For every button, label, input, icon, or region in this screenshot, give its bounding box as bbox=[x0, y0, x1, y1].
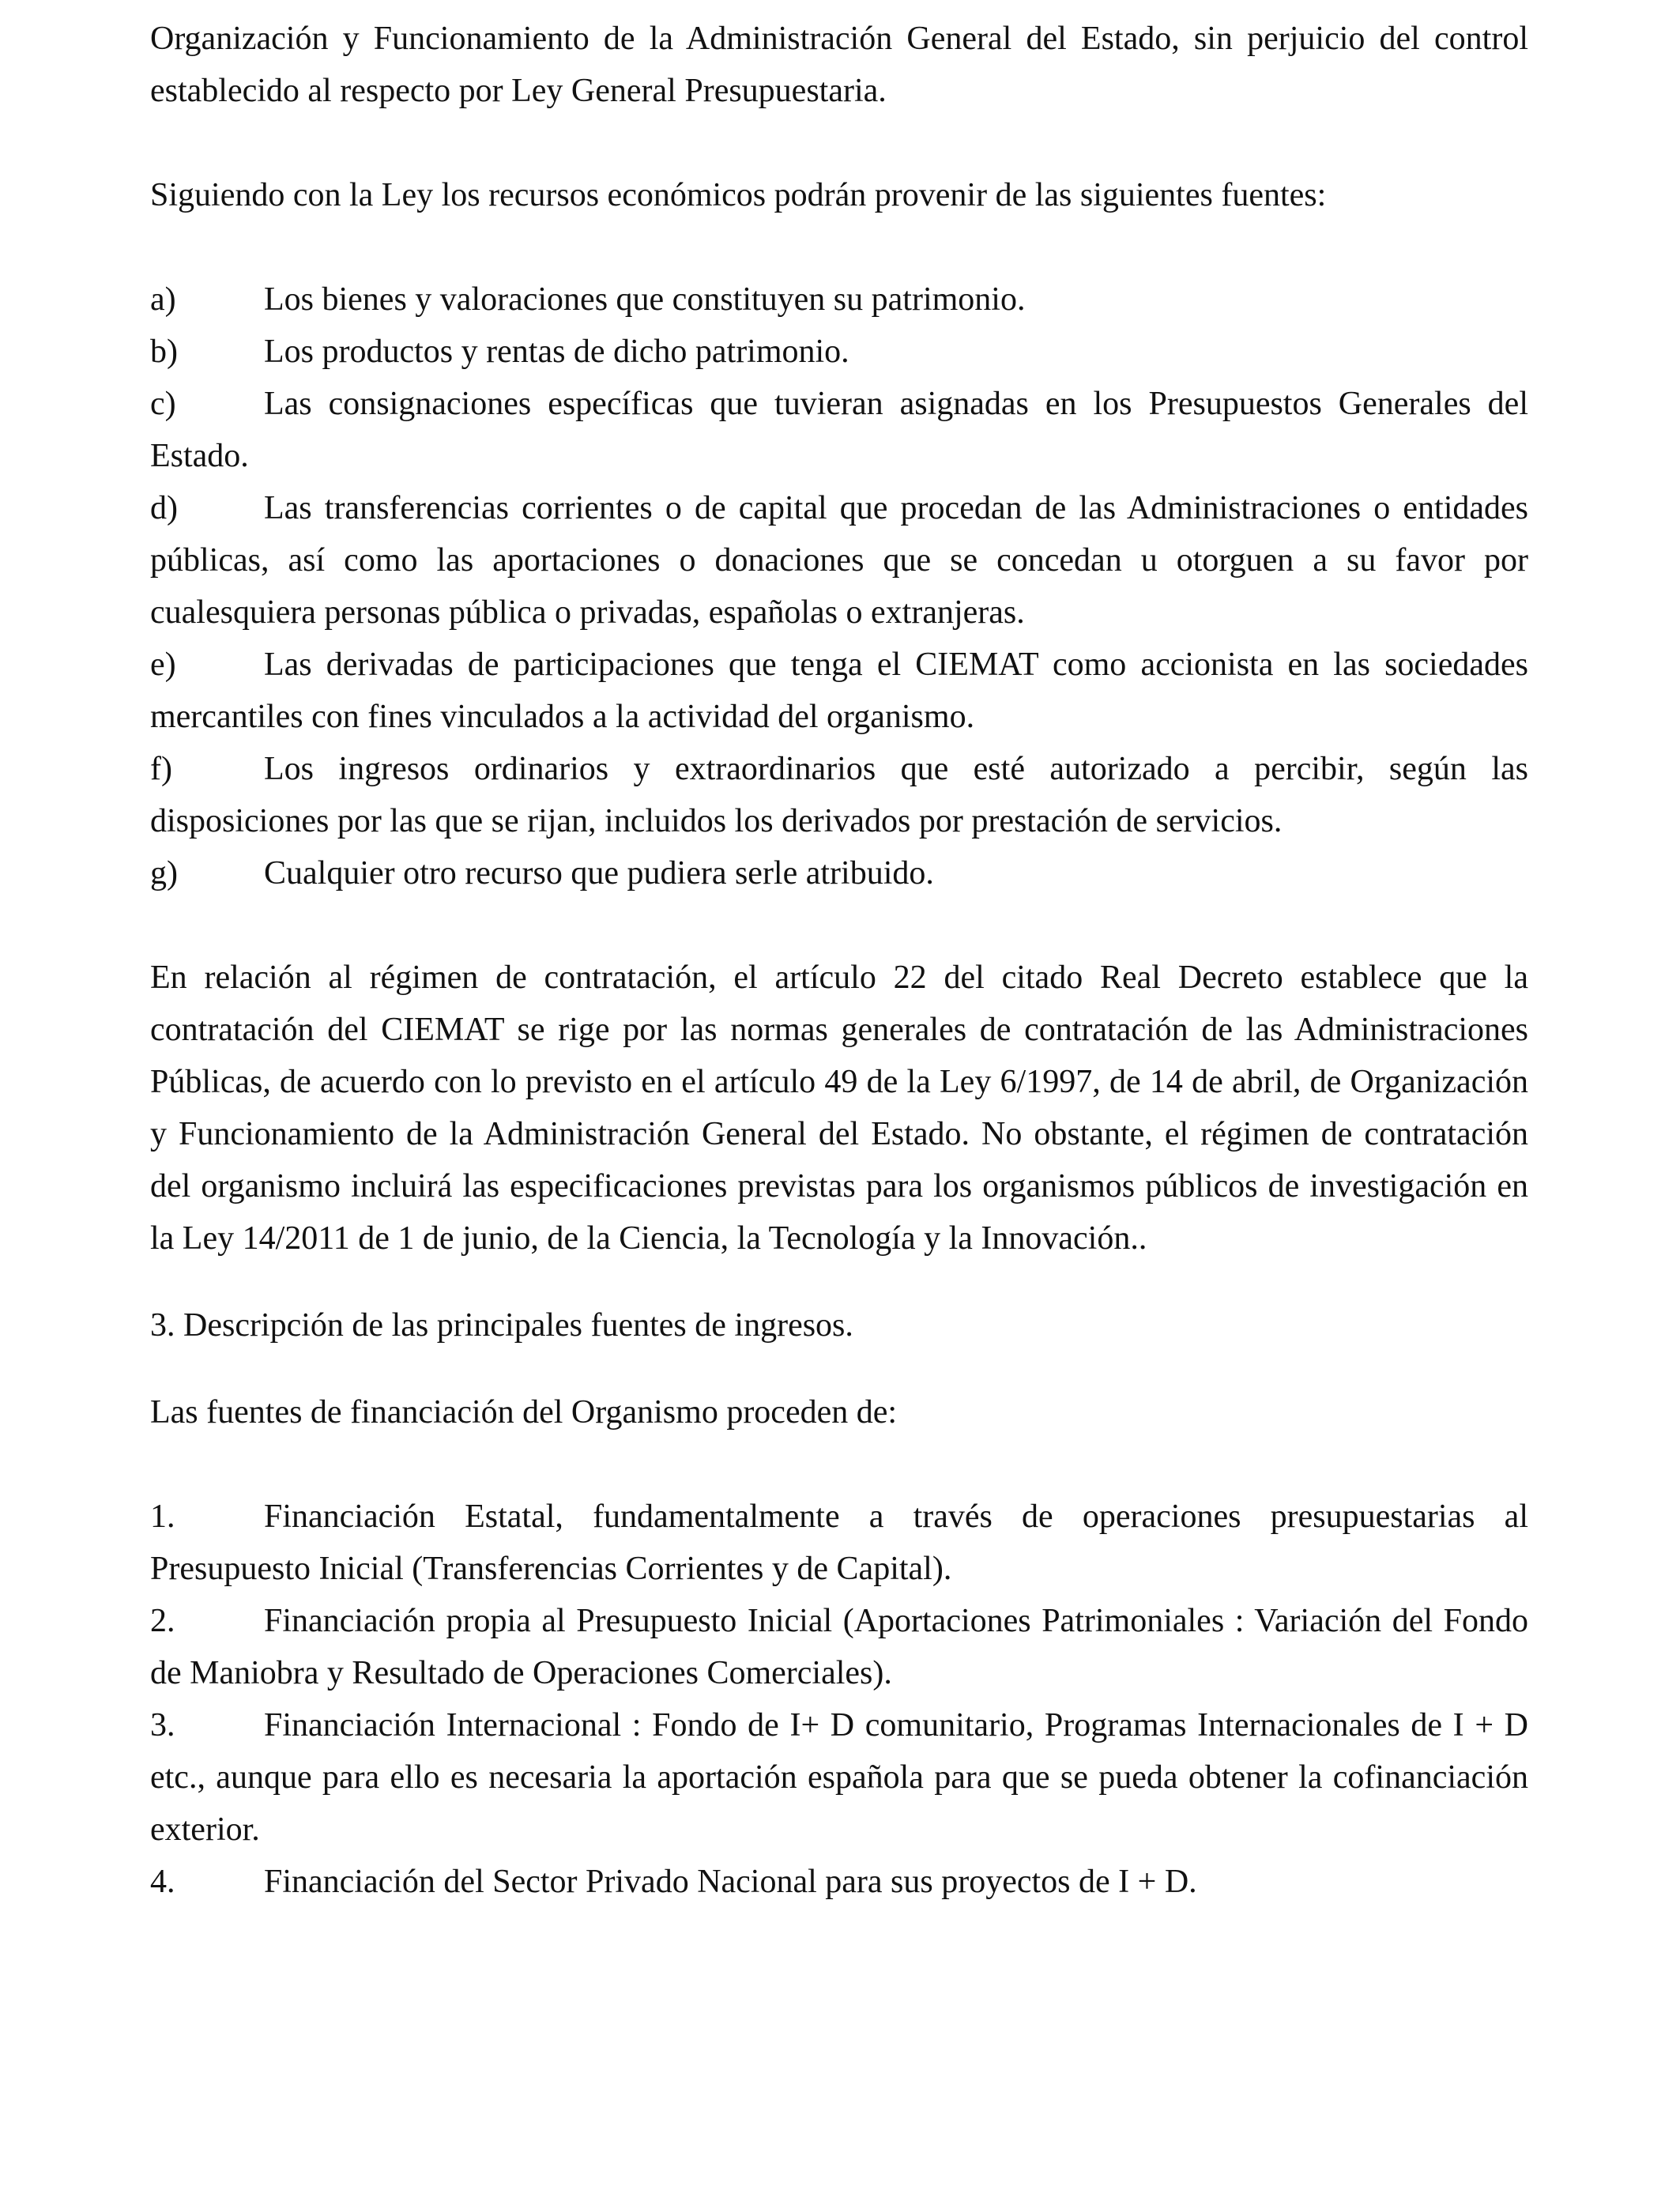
funding-lead-paragraph: Las fuentes de financiación del Organismo proceden de: bbox=[150, 1394, 898, 1431]
list-item-text: Financiación Estatal, fundamentalmente a través de operaciones presupuestarias al Presupuesto Inicial (Transferencias Corrientes y de Capital). bbox=[150, 1498, 1528, 1587]
list-item-text: Las derivadas de participaciones que tenga el CIEMAT como accionista en las sociedades mercantiles con fines vinculados a la actividad del organismo. bbox=[150, 647, 1528, 735]
list-item-text: Las consignaciones específicas que tuvieran asignadas en los Presupuestos Generales del Estado. bbox=[150, 386, 1528, 474]
list-item-text: Las transferencias corrientes o de capital que procedan de las Administraciones o entidades públicas, así como las aportaciones o donaciones que se concedan u otorguen a su favor por cualesquiera personas pública o privadas, españolas o extranjeras. bbox=[150, 490, 1528, 631]
resource-item-a bbox=[150, 273, 1528, 326]
list-item-text: Cualquier otro recurso que pudiera serle atribuido. bbox=[264, 855, 934, 892]
resource-item-b bbox=[150, 326, 1528, 378]
list-item-text: Los bienes y valoraciones que constituyen su patrimonio. bbox=[264, 281, 1026, 318]
resource-item-c bbox=[150, 378, 1528, 482]
list-marker: e) bbox=[150, 647, 176, 683]
funding-item-2 bbox=[150, 1595, 1528, 1699]
resource-item-g bbox=[150, 847, 1528, 899]
list-item-text: Los productos y rentas de dicho patrimonio. bbox=[264, 334, 849, 370]
funding-sources-list bbox=[150, 1491, 1528, 1908]
list-item-text: Financiación propia al Presupuesto Inicial (Aportaciones Patrimoniales : Variación del Fondo de Maniobra y Resultado de Operaciones Comerciales). bbox=[150, 1603, 1528, 1691]
list-marker: c) bbox=[150, 386, 176, 422]
section-heading: 3. Descripción de las principales fuentes de ingresos. bbox=[150, 1307, 853, 1344]
document-page bbox=[150, 13, 1528, 1908]
resource-item-d bbox=[150, 482, 1528, 639]
funding-item-4 bbox=[150, 1856, 1528, 1908]
list-marker: 2. bbox=[150, 1603, 175, 1639]
list-marker: d) bbox=[150, 490, 178, 526]
list-marker: g) bbox=[150, 855, 178, 892]
funding-item-3 bbox=[150, 1699, 1528, 1856]
list-item-text: Los ingresos ordinarios y extraordinarios que esté autorizado a percibir, según las disposiciones por las que se rijan, incluidos los derivados por prestación de servicios. bbox=[150, 751, 1528, 839]
list-marker: a) bbox=[150, 281, 176, 318]
resources-list bbox=[150, 273, 1528, 899]
sources-lead-paragraph: Siguiendo con la Ley los recursos económicos podrán provenir de las siguientes fuentes: bbox=[150, 177, 1327, 213]
resource-item-f bbox=[150, 743, 1528, 847]
funding-item-1 bbox=[150, 1491, 1528, 1595]
list-marker: f) bbox=[150, 751, 172, 787]
contracting-paragraph: En relación al régimen de contratación, el artículo 22 del citado Real Decreto establece que la contratación del CIEMAT se rige por las normas generales de contratación de las Administraciones Públicas, de acuerdo con lo previsto en el artículo 49 de la Ley 6/1997, de 14 de abril, de Organización y Funcionamiento de la Administración General del Estado. No obstante, el régimen de contratación del organismo incluirá las especificaciones previstas para los organismos públicos de investigación en la Ley 14/2011 de 1 de junio, de la Ciencia, la Tecnología y la Innovación.. bbox=[150, 959, 1528, 1257]
list-item-text: Financiación del Sector Privado Nacional para sus proyectos de I + D. bbox=[264, 1864, 1197, 1900]
list-marker: 1. bbox=[150, 1498, 175, 1535]
list-item-text: Financiación Internacional : Fondo de I+ D comunitario, Programas Internacionales de I + D etc., aunque para ello es necesaria la aportación española para que se pueda obtener la cofinanciación exterior. bbox=[150, 1707, 1528, 1848]
intro-continuation-paragraph: Organización y Funcionamiento de la Administración General del Estado, sin perjuicio del control establecido al respecto por Ley General Presupuestaria. bbox=[150, 21, 1528, 109]
list-marker: 4. bbox=[150, 1864, 175, 1900]
list-marker: 3. bbox=[150, 1707, 175, 1744]
resource-item-e bbox=[150, 639, 1528, 743]
list-marker: b) bbox=[150, 334, 178, 370]
